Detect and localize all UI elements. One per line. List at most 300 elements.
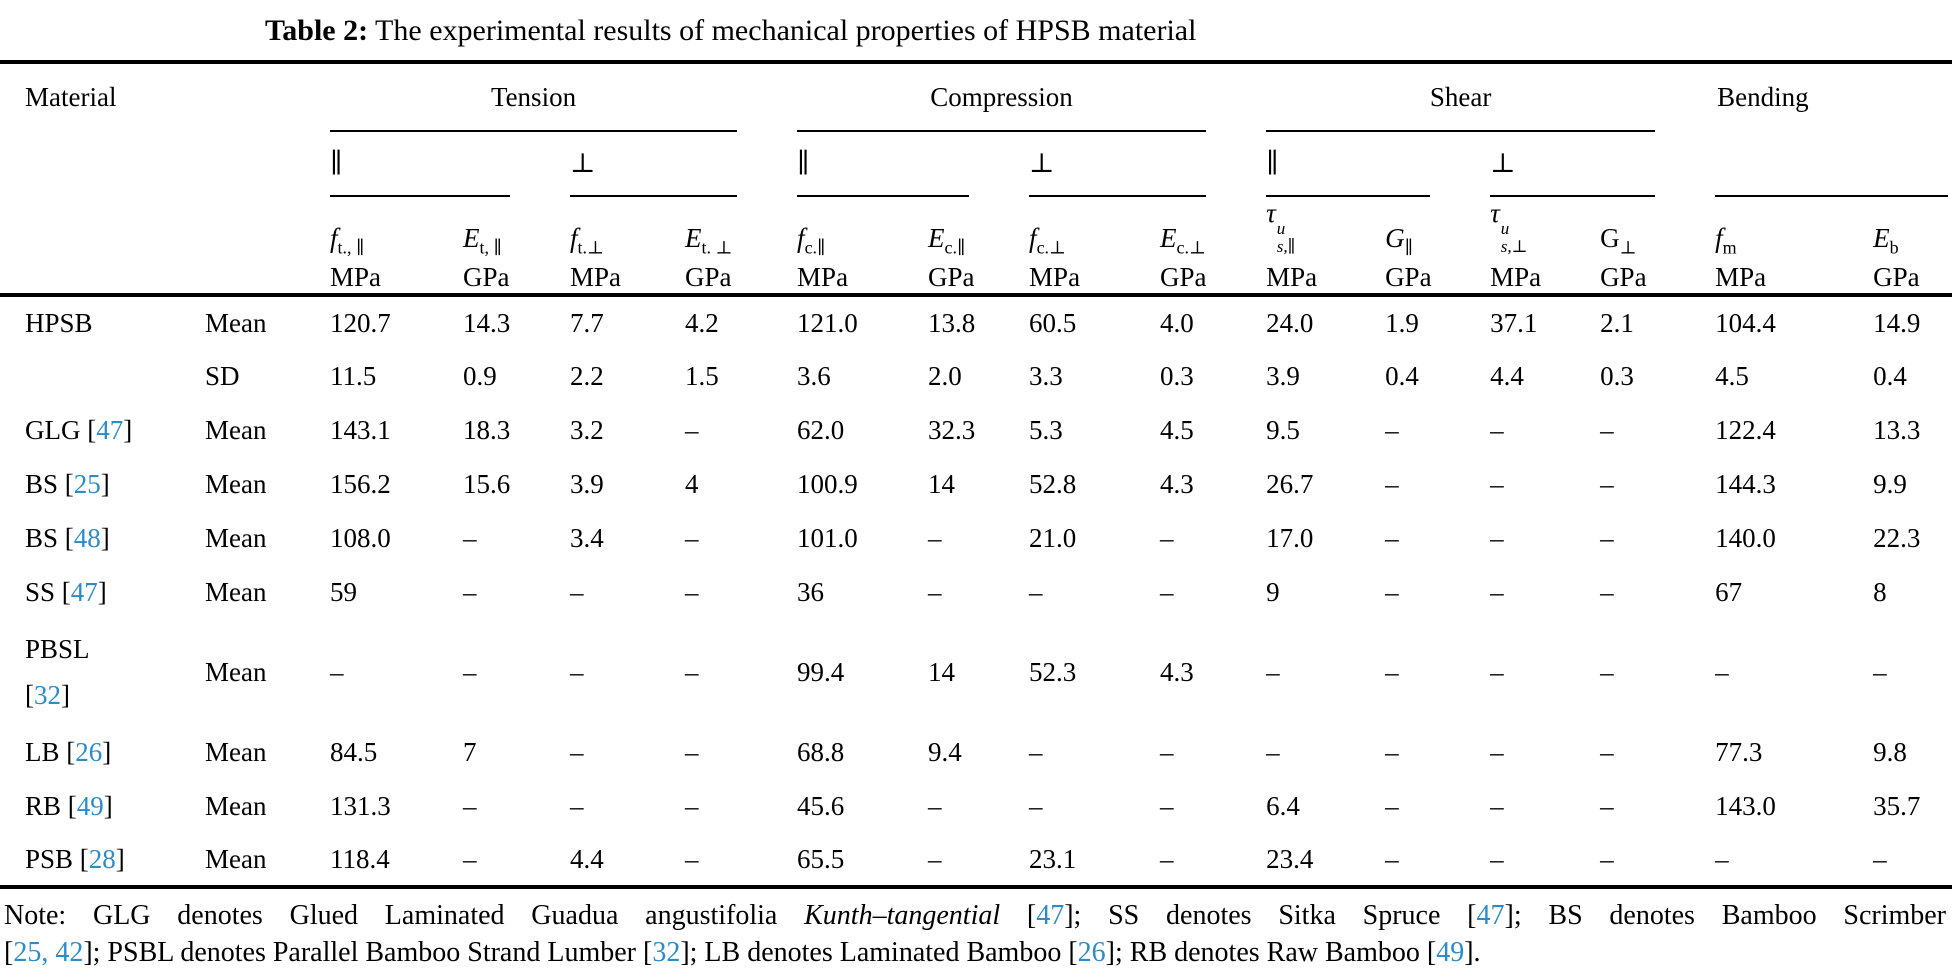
- value-cell: 62.0: [797, 414, 845, 445]
- value-cell: –: [570, 736, 584, 767]
- value-cell: 0.4: [1873, 360, 1907, 391]
- group-label: Compression: [930, 82, 1073, 112]
- material-cell: PSB [28]: [0, 833, 205, 887]
- material-name: GLG: [25, 415, 81, 445]
- note-text: ]; LB denotes Laminated Bamboo [: [680, 937, 1078, 968]
- value-cell: –: [1600, 468, 1614, 499]
- value-cell: 121.0: [797, 307, 858, 338]
- symbol-subscript: ⊥: [1619, 237, 1637, 257]
- subgroup-compression-perpendicular: [1029, 132, 1266, 197]
- column-symbol: [1873, 197, 1952, 262]
- value-cell: 4.5: [1715, 360, 1749, 391]
- value-cell: 1.5: [685, 360, 719, 391]
- table-caption: [0, 0, 1952, 60]
- symbol-letter: G: [1600, 222, 1620, 253]
- value-cell: –: [1873, 656, 1887, 687]
- value-cell: 3.2: [570, 414, 604, 445]
- column-unit: GPa: [1160, 262, 1266, 295]
- stat-cell: Mean: [205, 790, 267, 821]
- value-cell: 60.5: [1029, 307, 1077, 338]
- value-cell: 7.7: [570, 307, 604, 338]
- value-cell: –: [1715, 833, 1873, 887]
- value-cell: 104.4: [1715, 307, 1776, 338]
- value-cell: –: [1029, 736, 1043, 767]
- table-row: [0, 619, 1952, 725]
- table-row: [0, 779, 1952, 833]
- symbol-subscript: c.∥: [944, 237, 966, 257]
- table-row: [0, 403, 1952, 457]
- group-header-compression: [797, 62, 1266, 132]
- symbol-subscript: t. ⊥: [701, 237, 733, 257]
- value-cell: 2.2: [570, 360, 604, 391]
- citation-link[interactable]: 48: [73, 523, 101, 553]
- symbol-letter: f: [797, 222, 805, 253]
- value-cell: 3.3: [1029, 360, 1063, 391]
- value-cell: –: [685, 522, 699, 553]
- value-cell: 156.2: [330, 468, 391, 499]
- results-table: [0, 60, 1952, 889]
- symbol-letter: f: [570, 222, 578, 253]
- material-cell: LB [26]: [25, 737, 112, 767]
- stat-cell: Mean: [205, 522, 267, 553]
- value-cell: 13.8: [928, 307, 976, 338]
- group-header-tension: [330, 62, 797, 132]
- column-unit: MPa: [570, 262, 685, 295]
- material-name: PBSL: [25, 634, 90, 664]
- material-cell: SS [47]: [25, 577, 107, 607]
- symbol-supsub: [1501, 220, 1528, 256]
- subgroup-tension-parallel: [330, 132, 570, 197]
- column-unit: MPa: [1029, 262, 1160, 295]
- value-cell: –: [1160, 522, 1174, 553]
- value-cell: 100.9: [797, 468, 858, 499]
- value-cell: 18.3: [463, 414, 511, 445]
- material-cell: [0, 295, 205, 349]
- value-cell: 68.8: [797, 736, 845, 767]
- value-cell: –: [1873, 833, 1952, 887]
- value-cell: –: [1160, 736, 1174, 767]
- value-cell: –: [928, 576, 942, 607]
- column-symbol: [1029, 197, 1160, 262]
- value-cell: –: [1600, 656, 1614, 687]
- value-cell: –: [1385, 656, 1399, 687]
- subgroup-bending: [1715, 132, 1952, 197]
- subgroup-tension-perpendicular: [570, 132, 797, 197]
- value-cell: –: [463, 833, 570, 887]
- column-symbol: [1160, 197, 1266, 262]
- value-cell: 118.4: [330, 833, 463, 887]
- value-cell: –: [463, 656, 477, 687]
- material-cell: BS [25]: [25, 469, 110, 499]
- value-cell: 3.6: [797, 360, 831, 391]
- value-cell: –: [463, 522, 477, 553]
- value-cell: –: [1029, 576, 1043, 607]
- value-cell: 143.0: [1715, 790, 1776, 821]
- material-cell: RB [49]: [25, 791, 113, 821]
- stat-cell: Mean: [205, 736, 267, 767]
- note-text: ]; PSBL denotes Parallel Bamboo Strand Lumber [: [83, 937, 653, 968]
- symbol-superscript: u: [1276, 219, 1286, 239]
- value-cell: –: [1490, 736, 1504, 767]
- column-unit: GPa: [463, 262, 570, 295]
- value-cell: 65.5: [797, 833, 928, 887]
- symbol-subscript: b: [1889, 237, 1899, 257]
- citation-link[interactable]: 47: [96, 415, 124, 445]
- symbol-letter: τ: [1266, 198, 1276, 229]
- material-name: BS: [25, 469, 59, 499]
- value-cell: 59: [330, 576, 357, 607]
- citation-link[interactable]: 49: [76, 791, 104, 821]
- column-symbol: [928, 197, 1029, 262]
- value-cell: 4.0: [1160, 307, 1194, 338]
- symbol-letter: E: [928, 222, 945, 253]
- value-cell: –: [1385, 522, 1399, 553]
- perpendicular-symbol: ⊥: [1490, 148, 1516, 178]
- column-symbol: [330, 197, 463, 262]
- value-cell: 3.9: [1266, 360, 1300, 391]
- value-cell: 14: [928, 656, 956, 687]
- value-cell: 3.9: [570, 468, 604, 499]
- material-name: LB: [25, 737, 60, 767]
- value-cell: 4.2: [685, 307, 719, 338]
- value-cell: –: [1600, 414, 1614, 445]
- value-cell: –: [1490, 790, 1504, 821]
- note-text: ]; SS denotes Sitka Spruce [: [1064, 900, 1477, 931]
- citation-link[interactable]: 26: [1077, 937, 1106, 968]
- value-cell: 122.4: [1715, 414, 1776, 445]
- value-cell: 0.3: [1160, 360, 1194, 391]
- symbol-subscript: c.⊥: [1036, 237, 1066, 257]
- value-cell: 108.0: [330, 522, 391, 553]
- symbol-letter: E: [463, 222, 480, 253]
- symbol-subscript: c.⊥: [1176, 237, 1206, 257]
- citation-link[interactable]: 28: [88, 844, 116, 874]
- column-symbol: [463, 197, 570, 262]
- value-cell: 9: [1266, 576, 1280, 607]
- subgroup-compression-parallel: [797, 132, 1029, 197]
- value-cell: –: [1490, 468, 1504, 499]
- symbol-letter: τ: [1490, 198, 1500, 229]
- subgroup-underline: [330, 195, 510, 197]
- note-text: ]; BS denotes Bamboo Scrimber: [1504, 900, 1947, 931]
- value-cell: –: [570, 576, 584, 607]
- value-cell: –: [1029, 790, 1043, 821]
- symbol-subscript: s,⊥: [1500, 237, 1528, 257]
- value-cell: 52.3: [1029, 656, 1077, 687]
- perpendicular-symbol: ⊥: [570, 148, 596, 178]
- value-cell: 4.3: [1160, 656, 1194, 687]
- note-line: [4, 897, 1946, 934]
- material-cell: PBSL [32]: [25, 634, 90, 710]
- value-cell: –: [1385, 576, 1399, 607]
- value-cell: 101.0: [797, 522, 858, 553]
- value-cell: –: [1600, 833, 1715, 887]
- citation-link[interactable]: 47: [70, 577, 98, 607]
- material-name: BS: [25, 523, 59, 553]
- value-cell: –: [330, 656, 344, 687]
- value-cell: 77.3: [1715, 736, 1763, 767]
- value-cell: –: [685, 833, 797, 887]
- group-label: Shear: [1429, 82, 1492, 112]
- value-cell: –: [1160, 790, 1174, 821]
- column-symbol: [685, 197, 797, 262]
- material-cell: BS [48]: [25, 523, 110, 553]
- value-cell: 140.0: [1715, 522, 1776, 553]
- value-cell: –: [1600, 576, 1614, 607]
- value-cell: 37.1: [1490, 307, 1538, 338]
- stat-cell: Mean: [205, 307, 267, 338]
- value-cell: –: [685, 656, 699, 687]
- value-cell: 67: [1715, 576, 1743, 607]
- table-note: [0, 889, 1952, 971]
- value-cell: 0.3: [1600, 360, 1634, 391]
- value-cell: 21.0: [1029, 522, 1077, 553]
- value-cell: 4: [685, 468, 699, 499]
- value-cell: –: [928, 790, 942, 821]
- value-cell: –: [1490, 656, 1504, 687]
- note-line: [4, 934, 1946, 971]
- column-unit: MPa: [1490, 262, 1600, 295]
- symbol-subscript: t., ∥: [337, 237, 365, 257]
- table-row: [0, 511, 1952, 565]
- subgroup-shear-perpendicular: [1490, 132, 1715, 197]
- value-cell: 1.9: [1385, 307, 1419, 338]
- stat-cell: Mean: [205, 414, 267, 445]
- value-cell: –: [685, 576, 699, 607]
- table-row: [0, 833, 1952, 887]
- subgroup-underline: [1490, 195, 1655, 197]
- column-header-material: Material: [0, 62, 205, 295]
- symbol-superscript: u: [1500, 219, 1510, 239]
- value-cell: –: [1385, 468, 1399, 499]
- value-cell: –: [570, 790, 584, 821]
- table-caption-label: Table 2:: [265, 14, 369, 47]
- citation-link[interactable]: 25, 42: [13, 937, 84, 968]
- group-label: Bending: [1717, 82, 1809, 112]
- value-cell: 9.5: [1266, 414, 1300, 445]
- value-cell: –: [928, 833, 1029, 887]
- value-cell: –: [1385, 414, 1399, 445]
- note-text: ]; RB denotes Raw Bamboo [: [1105, 937, 1437, 968]
- value-cell: –: [1600, 736, 1614, 767]
- citation-link[interactable]: 47: [1476, 900, 1505, 931]
- symbol-subscript: m: [1722, 237, 1737, 257]
- symbol-letter: E: [1873, 222, 1890, 253]
- value-cell: –: [1385, 736, 1399, 767]
- value-cell: 144.3: [1715, 468, 1776, 499]
- table-row: [0, 457, 1952, 511]
- stat-cell: SD: [205, 360, 240, 391]
- material-name: RB: [25, 791, 62, 821]
- value-cell: 24.0: [1266, 307, 1314, 338]
- value-cell: 4.4: [570, 833, 685, 887]
- group-header-bending: [1715, 62, 1952, 132]
- column-symbol: [1600, 197, 1715, 262]
- value-cell: 0.4: [1385, 360, 1419, 391]
- symbol-letter: f: [330, 222, 338, 253]
- value-cell: 45.6: [797, 790, 845, 821]
- column-unit: GPa: [1873, 262, 1952, 295]
- symbol-supsub: [1277, 220, 1296, 256]
- stat-cell: Mean: [205, 576, 267, 607]
- value-cell: 4.3: [1160, 468, 1194, 499]
- subgroup-shear-parallel: [1266, 132, 1490, 197]
- column-unit: MPa: [797, 262, 928, 295]
- subgroup-underline: [1266, 195, 1430, 197]
- material-cell: GLG [47]: [25, 415, 133, 445]
- symbol-letter: f: [1029, 222, 1037, 253]
- value-cell: 11.5: [330, 360, 377, 391]
- value-cell: –: [685, 414, 699, 445]
- parallel-symbol: ∥: [797, 148, 810, 178]
- group-underline: [797, 130, 1206, 132]
- symbol-letter: E: [1160, 222, 1177, 253]
- citation-link[interactable]: 32: [652, 937, 681, 968]
- value-cell: –: [928, 522, 942, 553]
- value-cell: 13.3: [1873, 414, 1921, 445]
- note-text: [: [4, 937, 14, 968]
- value-cell: 6.4: [1266, 790, 1300, 821]
- column-symbol: [1490, 197, 1600, 262]
- symbol-letter: G: [1385, 222, 1405, 253]
- note-text: Note: GLG denotes Glued Laminated Guadua angustifolia: [4, 900, 805, 931]
- subgroup-underline: [1029, 195, 1206, 197]
- value-cell: 0.9: [463, 360, 497, 391]
- value-cell: 99.4: [797, 656, 845, 687]
- value-cell: 14.9: [1873, 307, 1921, 338]
- value-cell: 131.3: [330, 790, 391, 821]
- value-cell: –: [1490, 833, 1600, 887]
- value-cell: 14: [928, 468, 956, 499]
- value-cell: 52.8: [1029, 468, 1077, 499]
- value-cell: 9.8: [1873, 736, 1907, 767]
- value-cell: 84.5: [330, 736, 378, 767]
- value-cell: 7: [463, 736, 477, 767]
- citation-link[interactable]: 49: [1436, 937, 1465, 968]
- value-cell: 22.3: [1873, 522, 1921, 553]
- value-cell: 8: [1873, 576, 1887, 607]
- value-cell: 32.3: [928, 414, 976, 445]
- column-unit: GPa: [1385, 262, 1490, 295]
- table-row: [0, 295, 1952, 349]
- value-cell: –: [1490, 414, 1504, 445]
- table-row: [0, 349, 1952, 403]
- parallel-symbol: ∥: [1266, 148, 1279, 178]
- value-cell: 23.4: [1266, 833, 1385, 887]
- column-unit: GPa: [928, 262, 1029, 295]
- symbol-subscript: s,∥: [1276, 237, 1296, 257]
- stat-cell: Mean: [205, 656, 267, 687]
- value-cell: 143.1: [330, 414, 391, 445]
- value-cell: 9.4: [928, 736, 962, 767]
- symbol-letter: f: [1715, 222, 1723, 253]
- value-cell: –: [1160, 833, 1266, 887]
- value-cell: 14.3: [463, 307, 511, 338]
- note-italic-text: Kunth–tangential: [804, 900, 1001, 931]
- value-cell: –: [1490, 576, 1504, 607]
- value-cell: –: [685, 736, 699, 767]
- value-cell: 2.0: [928, 360, 962, 391]
- value-cell: 23.1: [1029, 833, 1160, 887]
- material-name: HPSB: [25, 308, 93, 338]
- value-cell: –: [1266, 656, 1280, 687]
- symbol-subscript: c.∥: [804, 237, 826, 257]
- symbol-subscript: ∥: [1404, 237, 1413, 257]
- column-unit: MPa: [330, 262, 463, 295]
- value-cell: –: [685, 790, 699, 821]
- subgroup-underline: [797, 195, 969, 197]
- value-cell: –: [1160, 576, 1174, 607]
- value-cell: –: [1600, 790, 1614, 821]
- stat-cell: Mean: [205, 833, 330, 887]
- material-name: SS: [25, 577, 56, 607]
- stat-cell: Mean: [205, 468, 267, 499]
- value-cell: 5.3: [1029, 414, 1063, 445]
- column-unit: MPa: [1715, 262, 1873, 295]
- perpendicular-symbol: ⊥: [1029, 148, 1055, 178]
- material-name: PSB: [25, 844, 74, 874]
- value-cell: 3.4: [570, 522, 604, 553]
- column-symbol: [1715, 197, 1873, 262]
- symbol-subscript: t, ∥: [479, 237, 502, 257]
- citation-link[interactable]: 26: [75, 737, 103, 767]
- note-text: ].: [1464, 937, 1481, 968]
- value-cell: 26.7: [1266, 468, 1314, 499]
- material-cell: [0, 349, 205, 403]
- parallel-symbol: ∥: [330, 148, 343, 178]
- citation-link[interactable]: 32: [34, 680, 61, 710]
- table-row: [0, 565, 1952, 619]
- value-cell: 17.0: [1266, 522, 1314, 553]
- column-symbol: [797, 197, 928, 262]
- value-cell: 2.1: [1600, 307, 1634, 338]
- column-symbol: [1266, 197, 1385, 262]
- symbol-letter: E: [685, 222, 702, 253]
- column-header-stat: [205, 62, 330, 295]
- value-cell: –: [1266, 736, 1280, 767]
- group-label: Tension: [490, 82, 577, 112]
- value-cell: 4.5: [1160, 414, 1194, 445]
- subgroup-underline: [570, 195, 737, 197]
- table-row: [0, 725, 1952, 779]
- value-cell: –: [1385, 790, 1399, 821]
- value-cell: 4.4: [1490, 360, 1524, 391]
- value-cell: –: [1490, 522, 1504, 553]
- citation-link[interactable]: 47: [1036, 900, 1065, 931]
- value-cell: 35.7: [1873, 790, 1921, 821]
- group-underline: [330, 130, 737, 132]
- value-cell: –: [1715, 656, 1729, 687]
- value-cell: 15.6: [463, 468, 511, 499]
- value-cell: –: [463, 576, 477, 607]
- note-text: [: [1000, 900, 1037, 931]
- column-symbol: [570, 197, 685, 262]
- subgroup-underline: [1715, 195, 1948, 197]
- column-symbol: [1385, 197, 1490, 262]
- value-cell: –: [1600, 522, 1614, 553]
- citation-link[interactable]: 25: [73, 469, 101, 499]
- table-caption-text: The experimental results of mechanical properties of HPSB material: [368, 14, 1197, 47]
- column-unit: MPa: [1266, 262, 1385, 295]
- column-unit: GPa: [685, 262, 797, 295]
- value-cell: 36: [797, 576, 825, 607]
- value-cell: –: [570, 656, 584, 687]
- value-cell: –: [1385, 833, 1490, 887]
- group-header-shear: [1266, 62, 1715, 132]
- symbol-subscript: t.⊥: [577, 237, 604, 257]
- value-cell: –: [463, 790, 477, 821]
- group-underline: [1266, 130, 1655, 132]
